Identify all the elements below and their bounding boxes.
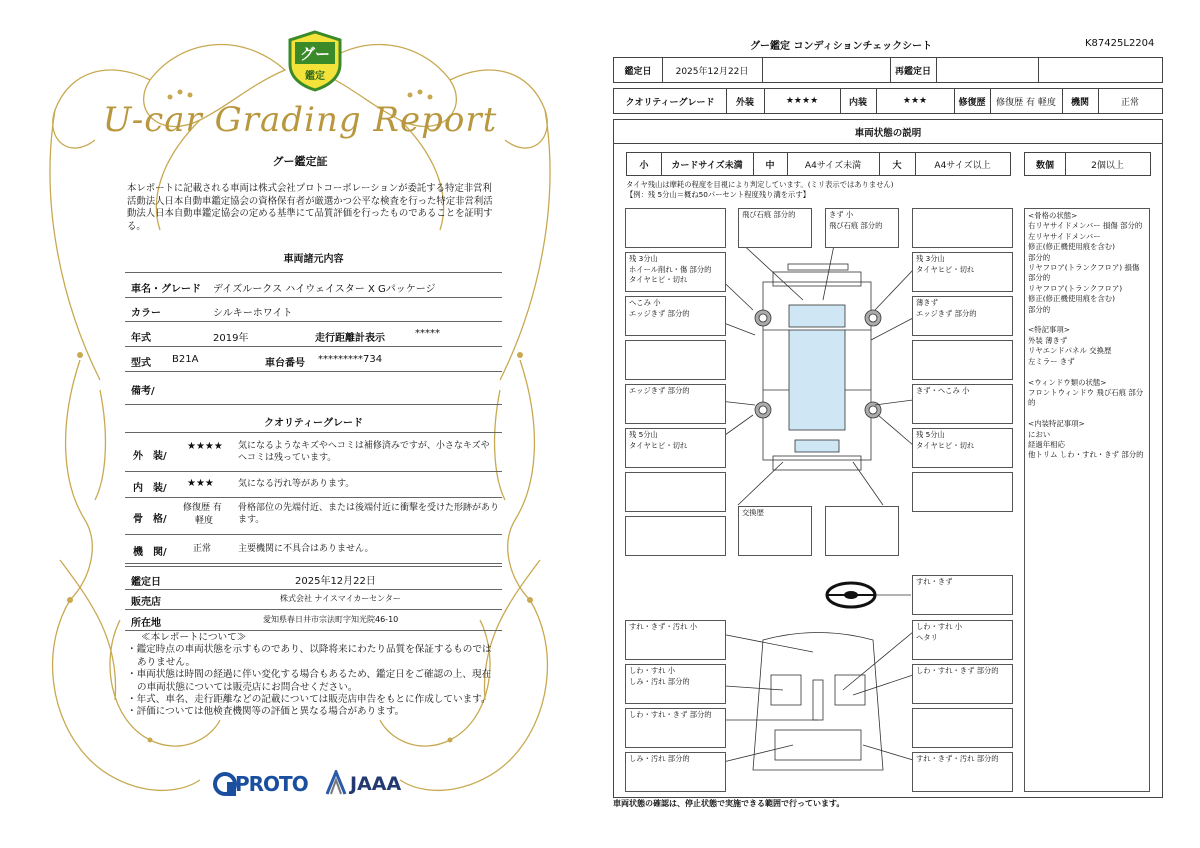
sheet-date-value: 2025年12月22日 bbox=[675, 66, 749, 77]
damage-box-empty bbox=[912, 472, 1013, 512]
quality-row-interior bbox=[125, 471, 502, 498]
badge-bottom-text: 鑑定 bbox=[305, 71, 325, 82]
cert-row-date bbox=[125, 566, 502, 590]
chassis-label: 車台番号 bbox=[265, 358, 305, 369]
footer-logos bbox=[213, 768, 413, 798]
sheet-code: K87425L2204 bbox=[1085, 38, 1155, 49]
jaaa-logo-icon bbox=[325, 770, 347, 796]
damage-box-floor-r: すれ・きず・汚れ 部分的 bbox=[912, 752, 1013, 792]
quality-row-engine bbox=[125, 535, 502, 564]
year-label: 年式 bbox=[131, 333, 151, 344]
side-note-line bbox=[1028, 315, 1146, 325]
about-report bbox=[127, 632, 497, 719]
damage-box-empty bbox=[625, 340, 726, 380]
damage-box-right-dent: きず・へこみ 小 bbox=[912, 384, 1013, 424]
side-notes bbox=[1024, 208, 1150, 792]
about-item: ・評価については他検査機関等の評価と異なる場合があります。 bbox=[127, 706, 405, 718]
damage-box-empty bbox=[625, 472, 726, 512]
qg-label: クオリティーグレード bbox=[625, 97, 715, 108]
date-value: 2025年12月22日 bbox=[295, 576, 376, 587]
cert-row-dealer bbox=[125, 589, 502, 610]
size-small-desc: カードサイズ未満 bbox=[671, 160, 743, 171]
ext-value: ★★★★ bbox=[785, 96, 819, 106]
badge-top-text: グー bbox=[299, 45, 330, 63]
about-item: ・鑑定時点の車両状態を示すものであり、以降将来にわたり品質を保証するものではありません。 bbox=[127, 644, 492, 668]
count-label: 数個 bbox=[1035, 160, 1054, 171]
damage-box-empty bbox=[625, 516, 726, 556]
side-note-line: 左ミラー きず bbox=[1028, 356, 1075, 366]
side-note-line: フロントウィンドウ 飛び石痕 部分的 bbox=[1028, 387, 1144, 408]
damage-box-empty bbox=[912, 340, 1013, 380]
spec-section-title: 車両諸元内容 bbox=[283, 254, 344, 265]
condition-title: 車両状態の説明 bbox=[854, 128, 922, 139]
tire-note-1: タイヤ残山は摩耗の程度を目視により判定しています。(ミリ表示ではありません) bbox=[626, 180, 894, 189]
engine-value: 正常 bbox=[193, 544, 212, 554]
sheet-footer: 車両状態の確認は、停止状態で実施できる範囲で行っています。 bbox=[613, 799, 845, 808]
interior-stars: ★★★ bbox=[187, 478, 214, 489]
sheet-title: グー鑑定 コンディションチェックシート bbox=[750, 41, 933, 52]
side-notes-list bbox=[1028, 211, 1146, 461]
damage-box-floor-l: しみ・汚れ 部分的 bbox=[625, 752, 726, 792]
report-heading: U-car Grading Report bbox=[102, 100, 498, 140]
about-item: ・年式、車名、走行距離などの記載については販売店申告をもとに作成しています。 bbox=[127, 694, 491, 706]
damage-box-empty bbox=[625, 208, 726, 248]
side-note-line: <骨格の状態> bbox=[1028, 211, 1078, 220]
color-value: シルキーホワイト bbox=[213, 308, 293, 319]
repair-value: 修復歴 有 軽度 bbox=[996, 97, 1056, 108]
year-value: 2019年 bbox=[213, 333, 249, 344]
dealer-label: 販売店 bbox=[131, 597, 161, 608]
damage-box-right-scratch: 薄きず エッジきず 部分的 bbox=[912, 296, 1013, 336]
spec-row-model bbox=[125, 347, 502, 372]
size-large: 大 bbox=[892, 160, 902, 171]
certificate-title: グー鑑定証 bbox=[272, 155, 328, 168]
goo-kantei-badge bbox=[286, 30, 344, 92]
side-note-line: 部分的 bbox=[1028, 252, 1051, 262]
exterior-label: 外 装/ bbox=[133, 451, 167, 462]
about-item: ・車両状態は時間の経過に伴い変化する場合もあるため、鑑定日をご確認の上、現在の車両状態については販売店にお問合せください。 bbox=[127, 669, 492, 693]
sheet-date-label: 鑑定日 bbox=[624, 66, 652, 77]
damage-box-seat-l3: しわ・すれ・きず 部分的 bbox=[625, 708, 726, 748]
dealer-value: 株式会社 ナイスマイカーセンター bbox=[280, 594, 401, 603]
tire-note-2: 【例：残 5分山＝概ね50パーセント程度残り溝を示す】 bbox=[626, 190, 810, 199]
size-mid-desc: A4サイズ未満 bbox=[804, 160, 862, 171]
side-note-line: 修正(修正機使用痕を含む) bbox=[1028, 294, 1116, 304]
damage-box-empty bbox=[912, 208, 1013, 248]
proto-logo-icon bbox=[213, 772, 237, 796]
damage-box-tire-fr: 残 3分山 タイヤヒビ・切れ bbox=[912, 252, 1013, 292]
side-note-line: 外装 薄きず bbox=[1028, 335, 1068, 345]
side-note-line bbox=[1028, 409, 1146, 419]
damage-box-empty bbox=[825, 506, 899, 556]
quality-grade-row bbox=[613, 88, 1163, 114]
size-legend bbox=[626, 152, 1011, 176]
frame-value-1: 修復歴 有 bbox=[183, 503, 222, 513]
exterior-desc: 気になるようなキズやヘコミは補修済みですが、小さなキズやヘコミは残っています。 bbox=[238, 441, 490, 463]
name-value: デイズルークス ハイウェイスター X Gパッケージ bbox=[213, 284, 436, 295]
damage-box-seat-r1: しわ・すれ 小 ヘタリ bbox=[912, 620, 1013, 660]
date-label: 鑑定日 bbox=[131, 577, 161, 588]
side-note-line: 右リヤサイドメンバー 損傷 部分的 bbox=[1028, 221, 1143, 231]
count-desc: 2個以上 bbox=[1091, 160, 1124, 171]
remarks-label: 備考/ bbox=[131, 386, 155, 397]
spec-row-year bbox=[125, 322, 502, 347]
mileage-label: 走行距離計表示 bbox=[315, 333, 385, 344]
model-label: 型式 bbox=[131, 358, 151, 369]
damage-box-tire-fl: 残 3分山 ホイール削れ・傷 部分的 タイヤヒビ・切れ bbox=[625, 252, 726, 292]
damage-box-left-dent: へこみ 小 エッジきず 部分的 bbox=[625, 296, 726, 336]
chassis-value: *********734 bbox=[318, 354, 383, 365]
frame-desc: 骨格部位の先端付近、または後端付近に衝撃を受けた形跡があります。 bbox=[238, 503, 500, 525]
damage-box-left-edge: エッジきず 部分的 bbox=[625, 384, 726, 424]
certificate-intro: 本レポートに記載される車両は株式会社プロトコーポレーションが委託する特定非営利活動法人日本自動車鑑定協会の資格保有者が厳選かつ公平な検査を行った特定非営利活動法人日本自動車鑑定協会の定める基準にて品質評価を行ったものであることを証明する。 bbox=[127, 183, 493, 232]
quality-row-frame bbox=[125, 498, 502, 535]
engine-label: 機関 bbox=[1070, 97, 1089, 108]
damage-box-seat-l2: しわ・すれ 小 しみ・汚れ 部分的 bbox=[625, 664, 726, 704]
side-note-line: リヤフロア(トランクフロア) bbox=[1028, 283, 1123, 293]
jaaa-logo-text: JAAA bbox=[350, 773, 402, 795]
spec-row-remarks bbox=[125, 372, 502, 405]
damage-box-ext-top2: きず 小 飛び石痕 部分的 bbox=[825, 208, 899, 248]
side-note-line: <特記事項> bbox=[1028, 325, 1070, 335]
spec-row-color bbox=[125, 297, 502, 322]
side-note-line: におい bbox=[1028, 429, 1051, 439]
size-large-desc: A4サイズ以上 bbox=[934, 160, 991, 171]
side-note-line: リヤエンドパネル 交換歴 bbox=[1028, 346, 1112, 356]
side-note-line: 他トリム しわ・すれ・きず 部分的 bbox=[1028, 450, 1144, 460]
spec-row-name bbox=[125, 272, 502, 298]
side-note-line bbox=[1028, 367, 1146, 377]
interior-label: 内 装/ bbox=[133, 483, 167, 494]
side-note-line: リヤフロア(トランクフロア) 損傷 bbox=[1028, 263, 1140, 273]
interior-desc: 気になる汚れ等があります。 bbox=[238, 479, 355, 489]
int-label: 内装 bbox=[848, 97, 867, 108]
cert-row-address bbox=[125, 610, 502, 631]
color-label: カラー bbox=[131, 308, 161, 319]
side-note-line: 左リヤサイドメンバー bbox=[1028, 231, 1101, 241]
damage-box-rear-replaced: 交換歴 bbox=[738, 506, 812, 556]
damage-box-tire-rl: 残 5分山 タイヤヒビ・切れ bbox=[625, 428, 726, 468]
count-legend bbox=[1024, 152, 1151, 176]
damage-box-empty bbox=[912, 708, 1013, 748]
exterior-stars: ★★★★ bbox=[187, 441, 223, 452]
address-value: 愛知県春日井市宗法町字知光院46-10 bbox=[263, 615, 399, 624]
damage-box-seat-l1: すれ・きず・汚れ 小 bbox=[625, 620, 726, 660]
quality-section-title: クオリティーグレード bbox=[264, 418, 363, 429]
frame-value-2: 軽度 bbox=[195, 516, 214, 526]
damage-box-steering: すれ・きず bbox=[912, 575, 1013, 615]
side-note-line: 部分的 bbox=[1028, 304, 1051, 314]
redate-label: 再鑑定日 bbox=[894, 66, 931, 77]
damage-box-ext-top1: 飛び石痕 部分的 bbox=[738, 208, 812, 248]
size-small: 小 bbox=[639, 160, 649, 171]
side-note-line: <ウィンドウ類の状態> bbox=[1028, 377, 1107, 387]
damage-box-tire-rr: 残 5分山 タイヤヒビ・切れ bbox=[912, 428, 1013, 468]
date-row bbox=[613, 57, 1163, 83]
side-note-line: <内装特記事項> bbox=[1028, 419, 1085, 429]
int-value: ★★★ bbox=[902, 96, 928, 106]
quality-row-exterior bbox=[125, 432, 502, 472]
side-note-line: 経過年相応 bbox=[1028, 439, 1065, 449]
size-mid: 中 bbox=[765, 160, 775, 171]
engine-label: 機 関/ bbox=[133, 547, 167, 558]
address-label: 所在地 bbox=[131, 618, 161, 629]
proto-logo-text: PROTO bbox=[235, 772, 308, 796]
repair-label: 修復歴 bbox=[958, 97, 986, 108]
steering-wheel-icon bbox=[827, 583, 875, 607]
ext-label: 外装 bbox=[735, 97, 754, 108]
side-note-line: 部分的 bbox=[1028, 273, 1051, 283]
name-label: 車名・グレード bbox=[131, 284, 201, 295]
frame-label: 骨 格/ bbox=[133, 514, 167, 525]
engine-value: 正常 bbox=[1120, 97, 1139, 108]
engine-desc: 主要機関に不具合はありません。 bbox=[238, 544, 374, 554]
about-title: ≪本レポートについて≫ bbox=[141, 632, 247, 643]
side-note-line: 修正(修正機使用痕を含む) bbox=[1028, 242, 1116, 252]
damage-box-seat-r2: しわ・すれ・きず 部分的 bbox=[912, 664, 1013, 704]
model-value: B21A bbox=[172, 354, 199, 365]
mileage-value: ***** bbox=[415, 328, 440, 339]
